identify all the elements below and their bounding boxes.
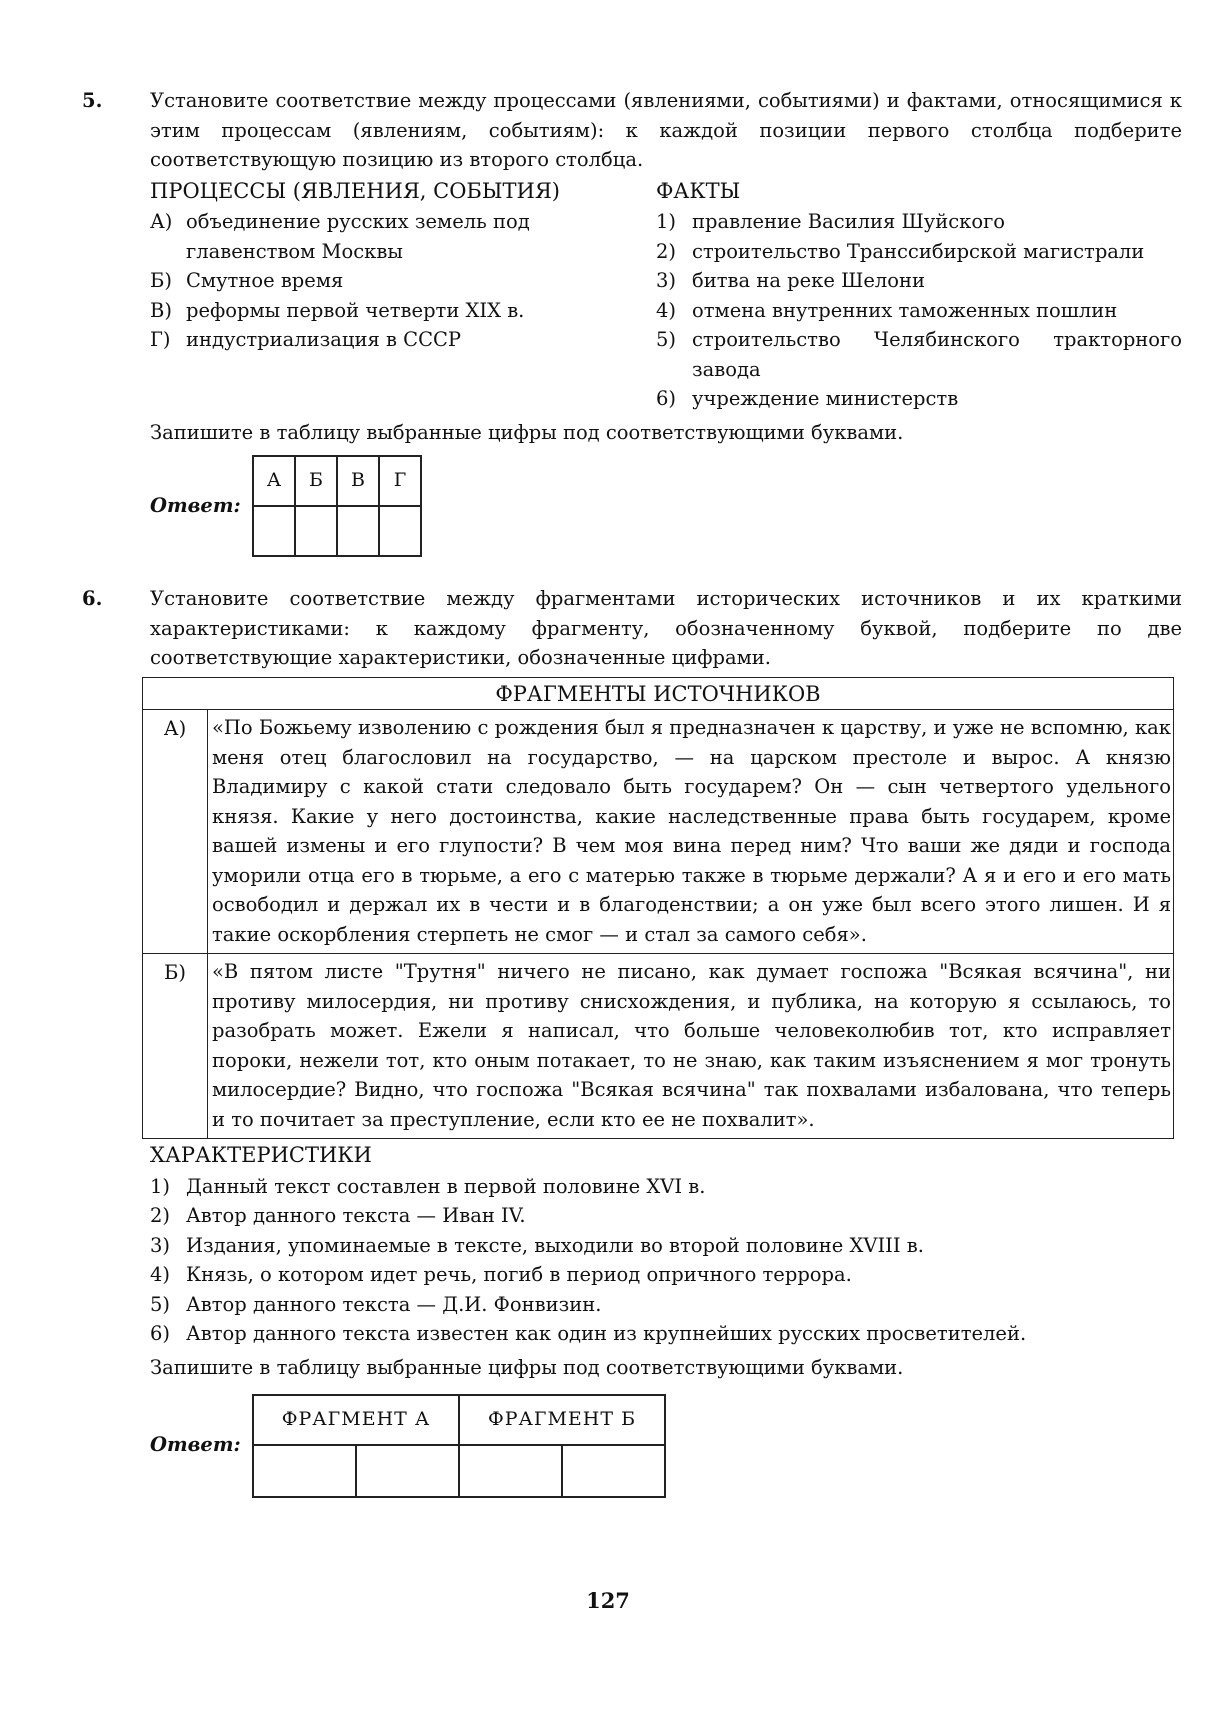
- question-prompt: Установите соответствие между фрагментами исторических источников и их краткими характеристиками: к каждому фрагменту, обозначенному буквой, подберите по две соответствующие характеристики, обозначенные цифрами.: [150, 587, 1182, 669]
- question-number: 5.: [82, 89, 103, 112]
- answer-header: ФРАГМЕНТ А: [253, 1395, 459, 1445]
- list-item: 3) Издания, упоминаемые в тексте, выходили во второй половине XVIII в.: [150, 1233, 924, 1257]
- answer-header: ФРАГМЕНТ Б: [459, 1395, 665, 1445]
- question-prompt: Установите соответствие между процессами (явлениями, событиями) и фактами, относящимися к этим процессам (явлениям, событиям): к каждой позиции первого столбца подберите соответствующую позицию из второго столбца.: [150, 89, 1182, 171]
- answer-cell[interactable]: [337, 506, 379, 556]
- answer-section: [150, 1386, 1182, 1504]
- answer-cell[interactable]: [253, 1445, 356, 1497]
- answer-table: [252, 455, 422, 557]
- list-item: 5) строительство Челябинского тракторного завода: [656, 328, 1182, 381]
- fragment-label: Б): [143, 954, 208, 1139]
- answer-header: Г: [379, 456, 421, 506]
- instruction: Запишите в таблицу выбранные цифры под соответствующими буквами.: [150, 420, 904, 444]
- answer-header: А: [253, 456, 295, 506]
- answer-cell[interactable]: [379, 506, 421, 556]
- question-6: [82, 584, 1182, 1504]
- table-row: [143, 710, 1174, 954]
- facts-header: ФАКТЫ: [656, 178, 741, 203]
- list-item: 1) правление Василия Шуйского: [656, 210, 1006, 233]
- fragments-table: [142, 677, 1174, 1140]
- fragments-header: ФРАГМЕНТЫ ИСТОЧНИКОВ: [143, 677, 1174, 710]
- list-item: Г) индустриализация в СССР: [150, 328, 462, 351]
- list-item: В) реформы первой четверти XIX в.: [150, 298, 525, 322]
- fragment-text: «По Божьему изволению с рождения был я предназначен к царству, и уже не вспомню, как меня отец благословил на государство, — на царском престоле и вырос. А князю Владимиру с какой стати следовало быть государем? Он — сын четвертого удельного князя. Какие у него достоинства, какие наследственные права быть государем, кроме вашей измены и его глупости? В чем моя вина перед ним? Что ваши же дяди и господа уморили отца его в тюрьме, а его с матерью также в тюрьме держали? А я и его и его мать освободил и держал их в чести и в благоденствии; а он уже был всего этого лишен. И я такие оскорбления стерпеть не смог — и стал за самого себя».: [208, 710, 1174, 954]
- answer-label: Ответ:: [150, 1433, 241, 1456]
- list-item: 2) строительство Транссибирской магистрали: [656, 239, 1145, 263]
- list-item: 6) учреждение министерств: [656, 387, 959, 410]
- answer-cell[interactable]: [356, 1445, 459, 1497]
- list-item: Б) Смутное время: [150, 269, 344, 292]
- list-item: 4) Князь, о котором идет речь, погиб в период опричного террора.: [150, 1263, 852, 1286]
- fragment-text: «В пятом листе "Трутня" ничего не писано, как думает госпожа "Всякая всячина", ни противу милосердия, ни противу снисхождения, и публика, на которую я ссылаюсь, то разобрать может. Ежели я написал, что больше человеколюбив тот, кто исправляет пороки, нежели тот, кто оным потакает, то не знаю, как таким изъяснением я мог тронуть милосердие? Видно, что госпожа "Всякая всячина" так похвалами избалована, что теперь и то почитает за преступление, если кто ее не похвалит».: [208, 954, 1174, 1139]
- answer-cell[interactable]: [295, 506, 337, 556]
- list-item: 2) Автор данного текста — Иван IV.: [150, 1204, 526, 1227]
- answer-header: Б: [295, 456, 337, 506]
- answer-header: В: [337, 456, 379, 506]
- answer-section: [150, 451, 1182, 569]
- table-row: [143, 954, 1174, 1139]
- list-item: 5) Автор данного текста — Д.И. Фонвизин.: [150, 1292, 602, 1316]
- fragment-label: А): [143, 710, 208, 954]
- page-number: 127: [586, 1588, 630, 1613]
- processes-column: [150, 177, 656, 414]
- question-5: [82, 86, 1182, 569]
- answer-cell[interactable]: [562, 1445, 665, 1497]
- characteristics: [150, 1141, 1182, 1349]
- list-item: 1) Данный текст составлен в первой половине XVI в.: [150, 1174, 706, 1198]
- characteristics-header: ХАРАКТЕРИСТИКИ: [150, 1143, 372, 1167]
- answer-label: Ответ:: [150, 494, 241, 517]
- answer-table: [252, 1394, 666, 1498]
- list-item: 6) Автор данного текста известен как один из крупнейших русских просветителей.: [150, 1322, 1027, 1345]
- list-item: 4) отмена внутренних таможенных пошлин: [656, 298, 1118, 322]
- answer-cell[interactable]: [459, 1445, 562, 1497]
- answer-cell[interactable]: [253, 506, 295, 556]
- list-item: 3) битва на реке Шелони: [656, 269, 926, 292]
- instruction: Запишите в таблицу выбранные цифры под соответствующими буквами.: [150, 1355, 904, 1379]
- question-number: 6.: [82, 587, 103, 610]
- processes-header: ПРОЦЕССЫ (ЯВЛЕНИЯ, СОБЫТИЯ): [150, 178, 561, 203]
- facts-column: [656, 177, 1182, 414]
- list-item: А) объединение русских земель под главенством Москвы: [150, 210, 530, 263]
